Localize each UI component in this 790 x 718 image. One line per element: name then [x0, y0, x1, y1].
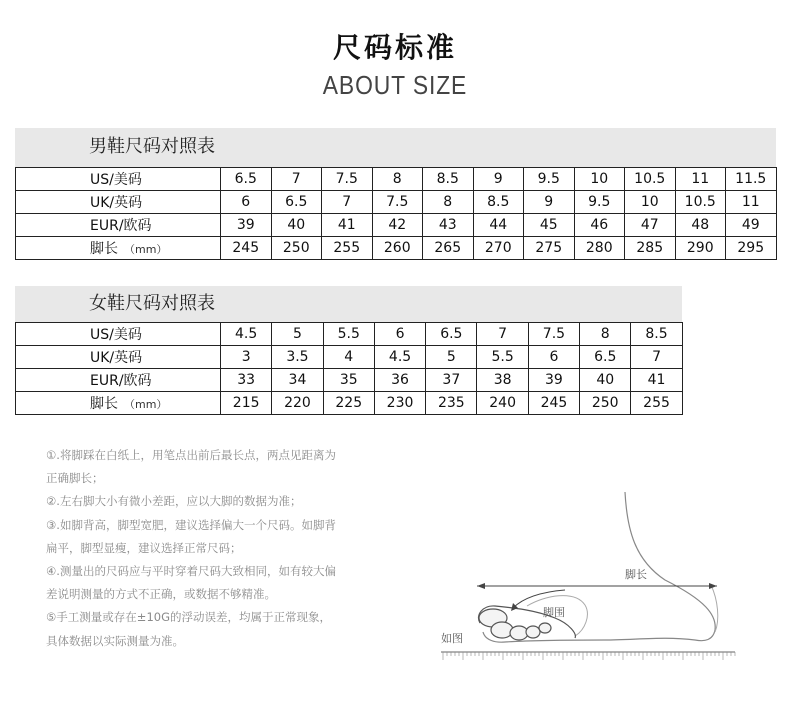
- ruler-ticks: [443, 652, 735, 660]
- toe-label: 如图: [441, 632, 463, 645]
- size-cell: 7: [322, 191, 373, 214]
- note-line: 差说明测量的方式不正确，或数据不够精准。: [46, 587, 276, 602]
- size-cell: 7: [477, 323, 528, 346]
- size-cell: 260: [372, 237, 423, 260]
- size-cell: 240: [477, 392, 528, 415]
- size-cell: 6.5: [580, 346, 631, 369]
- table-row: [16, 168, 777, 191]
- size-cell: 39: [528, 369, 579, 392]
- row-label-text: UK/英码: [90, 195, 143, 211]
- size-cell: 245: [528, 392, 579, 415]
- men-size-table: [15, 167, 777, 260]
- note-line: 具体数据以实际测量为准。: [46, 633, 184, 648]
- size-cell: 43: [423, 214, 474, 237]
- note-line: ①.将脚踩在白纸上，用笔点出前后最长点，两点见距离为: [46, 448, 336, 462]
- size-cell: 9: [524, 191, 575, 214]
- size-cell: 39: [221, 214, 272, 237]
- foot-measurement-diagram: [435, 490, 745, 670]
- size-cell: 11: [726, 191, 777, 214]
- row-label-text: EUR/欧码: [90, 218, 152, 234]
- size-cell: 10.5: [625, 168, 676, 191]
- size-cell: 8: [580, 323, 631, 346]
- size-cell: 280: [574, 237, 625, 260]
- row-unit: （mm）: [124, 398, 168, 411]
- size-cell: 4: [323, 346, 374, 369]
- page-title: 尺码标准: [332, 31, 457, 64]
- size-cell: 46: [574, 214, 625, 237]
- size-cell: 41: [631, 369, 682, 392]
- row-label-text: EUR/欧码: [90, 373, 152, 389]
- table-row: [16, 346, 683, 369]
- size-cell: 44: [473, 214, 524, 237]
- row-label: [16, 369, 221, 392]
- size-cell: 5.5: [323, 323, 374, 346]
- size-cell: 7.5: [322, 168, 373, 191]
- size-cell: 295: [726, 237, 777, 260]
- women-size-table: [15, 322, 683, 415]
- size-cell: 8.5: [423, 168, 474, 191]
- size-cell: 270: [473, 237, 524, 260]
- size-cell: 225: [323, 392, 374, 415]
- toe-4: [526, 626, 540, 638]
- size-cell: 250: [580, 392, 631, 415]
- size-cell: 35: [323, 369, 374, 392]
- men-size-header: 男鞋尺码对照表: [15, 128, 776, 168]
- note-line: ②.左右脚大小有微小差距，应以大脚的数据为准；: [46, 494, 302, 509]
- size-cell: 8: [372, 168, 423, 191]
- size-cell: 275: [524, 237, 575, 260]
- women-size-header: 女鞋尺码对照表: [15, 286, 682, 322]
- size-cell: 6.5: [426, 323, 477, 346]
- size-cell: 9: [473, 168, 524, 191]
- note-line: 扁平，脚型显瘦，建议选择正常尺码；: [46, 540, 242, 555]
- foot-outline: [483, 492, 715, 642]
- row-unit: （mm）: [124, 243, 168, 256]
- size-cell: 4.5: [374, 346, 425, 369]
- size-cell: 6.5: [221, 168, 272, 191]
- size-cell: 215: [221, 392, 272, 415]
- table-row: [16, 323, 683, 346]
- size-cell: 42: [372, 214, 423, 237]
- row-label: [16, 323, 221, 346]
- size-cell: 8.5: [473, 191, 524, 214]
- row-label: [16, 392, 221, 415]
- table-row: [16, 214, 777, 237]
- size-cell: 235: [426, 392, 477, 415]
- size-cell: 265: [423, 237, 474, 260]
- measurement-notes: [46, 444, 396, 653]
- table-row: [16, 237, 777, 260]
- row-label-text: US/美码: [90, 172, 142, 188]
- note-line: ③.如脚背高，脚型宽肥，建议选择偏大一个尺码。如脚背: [46, 517, 336, 532]
- toe-3: [510, 626, 528, 640]
- size-cell: 7: [631, 346, 682, 369]
- size-cell: 33: [221, 369, 272, 392]
- row-label: [16, 191, 221, 214]
- table-row: [16, 369, 683, 392]
- size-cell: 230: [374, 392, 425, 415]
- row-label: [16, 214, 221, 237]
- size-cell: 8: [423, 191, 474, 214]
- size-cell: 3.5: [272, 346, 323, 369]
- size-cell: 41: [322, 214, 373, 237]
- size-cell: 11: [675, 168, 726, 191]
- size-cell: 40: [580, 369, 631, 392]
- size-cell: 6: [221, 191, 272, 214]
- table-row: [16, 191, 777, 214]
- size-cell: 5: [272, 323, 323, 346]
- size-cell: 245: [221, 237, 272, 260]
- size-cell: 7: [271, 168, 322, 191]
- page-subtitle: ABOUT SIZE: [322, 70, 468, 100]
- size-cell: 11.5: [726, 168, 777, 191]
- size-cell: 255: [631, 392, 682, 415]
- girth-label: 脚围: [543, 606, 565, 619]
- size-cell: 10: [574, 168, 625, 191]
- size-cell: 10: [625, 191, 676, 214]
- size-cell: 6.5: [271, 191, 322, 214]
- size-cell: 37: [426, 369, 477, 392]
- row-label: [16, 168, 221, 191]
- size-cell: 40: [271, 214, 322, 237]
- note-line: ⑤手工测量或存在±10G的浮动误差，均属于正常现象，: [46, 610, 331, 625]
- size-cell: 6: [528, 346, 579, 369]
- foot-diagram-svg: [435, 490, 745, 670]
- row-label-text: UK/英码: [90, 350, 143, 366]
- length-label: 脚长: [625, 568, 647, 581]
- size-cell: 220: [272, 392, 323, 415]
- size-cell: 7.5: [528, 323, 579, 346]
- size-cell: 47: [625, 214, 676, 237]
- size-cell: 36: [374, 369, 425, 392]
- size-cell: 285: [625, 237, 676, 260]
- size-cell: 5.5: [477, 346, 528, 369]
- size-cell: 290: [675, 237, 726, 260]
- size-cell: 9.5: [574, 191, 625, 214]
- size-cell: 3: [221, 346, 272, 369]
- size-cell: 45: [524, 214, 575, 237]
- size-cell: 6: [374, 323, 425, 346]
- size-cell: 38: [477, 369, 528, 392]
- row-label-text: 脚长: [90, 396, 118, 412]
- size-cell: 4.5: [221, 323, 272, 346]
- table-row: [16, 392, 683, 415]
- toe-2: [491, 622, 513, 638]
- row-label-text: 脚长: [90, 241, 118, 257]
- size-cell: 9.5: [524, 168, 575, 191]
- size-cell: 8.5: [631, 323, 682, 346]
- size-cell: 5: [426, 346, 477, 369]
- size-cell: 255: [322, 237, 373, 260]
- note-line: 正确脚长；: [46, 471, 104, 486]
- note-line: ④.测量出的尺码应与平时穿着尺码大致相同，如有较大偏: [46, 564, 336, 579]
- size-cell: 10.5: [675, 191, 726, 214]
- row-label-text: US/美码: [90, 327, 142, 343]
- heel-line: [711, 585, 718, 632]
- toe-5: [539, 623, 551, 633]
- row-label: [16, 237, 221, 260]
- size-cell: 49: [726, 214, 777, 237]
- size-cell: 48: [675, 214, 726, 237]
- size-cell: 34: [272, 369, 323, 392]
- size-cell: 7.5: [372, 191, 423, 214]
- size-cell: 250: [271, 237, 322, 260]
- row-label: [16, 346, 221, 369]
